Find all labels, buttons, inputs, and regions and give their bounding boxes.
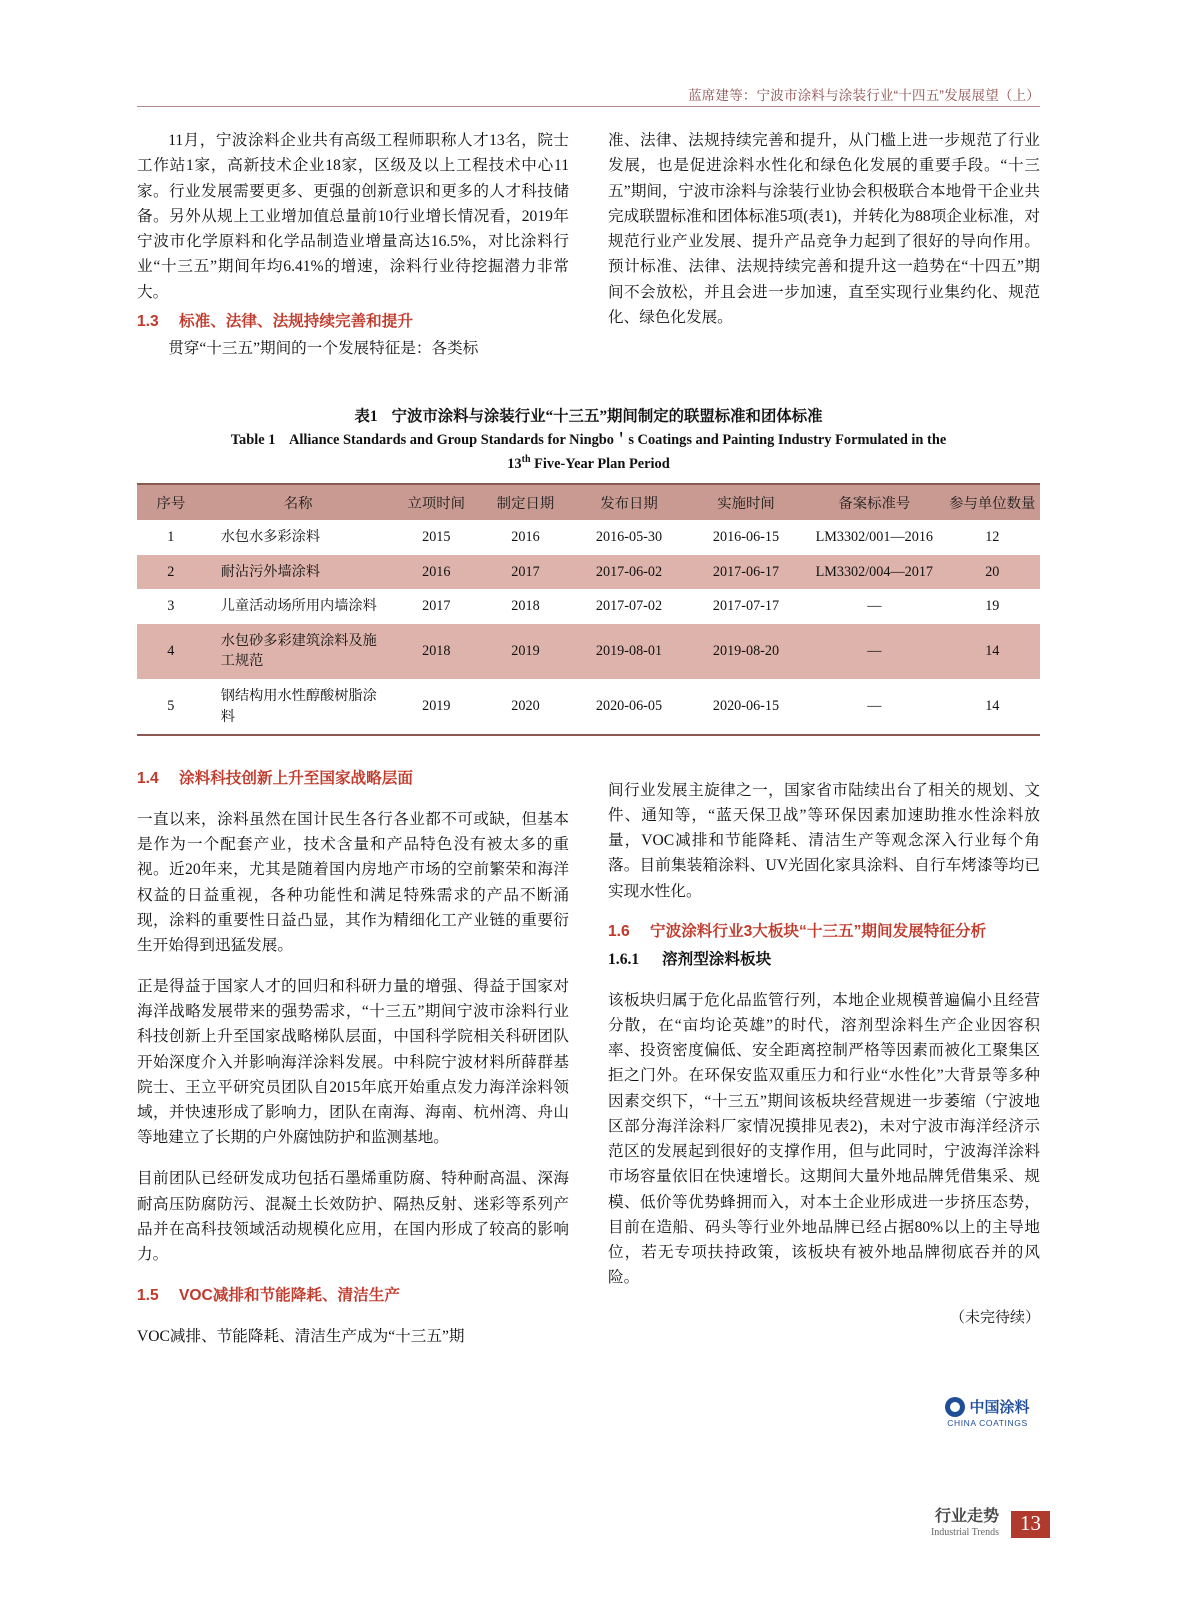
section-number: 1.4	[137, 770, 159, 787]
cell-effective-date: 2019-08-20	[688, 624, 804, 679]
publisher-logo	[935, 1396, 1040, 1428]
logo-text-en: CHINA COATINGS	[947, 1418, 1028, 1428]
running-header-text: 蓝席建等：宁波市涂料与涂装行业“十四五”发展展望（上）	[688, 88, 1040, 103]
section-number: 1.5	[137, 1286, 159, 1304]
cell-standard-no: —	[867, 698, 882, 715]
lower-right-column	[608, 762, 1040, 1330]
paragraph: 该板块归属于危化品监管行列，本地企业规模普遍偏小且经营分散，在“亩均论英雄”的时代，溶剂型涂料生产企业因容积率、投资密度偏低、安全距离控制严格等因素而被化工聚集区拒之门外。在环保安监双重压力和行业“水性化”大背景等多种因素交织下，“十三五”期间该板块经营规进一步萎缩（宁波地区部分海洋涂料厂家情况摸排见表2)，未对宁波市海洋经济示范区的发展起到很好的支撑作用，但与此同时，宁波海洋涂料市场容量依旧在快速增长。这期间大量外地品牌凭借集采、规模、低价等优势蜂拥而入，对本土企业形成进一步挤压态势，目前在造船、码头等行业外地品牌已经占据80%以上的主导地位，若无专项扶持政策，该板块有被外地品牌彻底吞并的风险。	[608, 991, 1040, 1287]
column-header-name: 名称	[205, 485, 392, 520]
running-header	[137, 84, 1040, 104]
paragraph: 准、法律、法规持续完善和提升，从门槛上进一步规范了行业发展，也是促进涂料水性化和绿色化发展的重要手段。“十三五”期间，宁波市涂料与涂装行业协会积极联合本地骨干企业共完成联盟标准和团体标准5项(表1)，并转化为88项企业标准，对规范行业产业发展、提升产品竞争力起到了很好的导向作用。预计标准、法律、法规持续完善和提升这一趋势在“十四五”期间不会放松，并且会进一步加速，直至实现行业集约化、规范化、绿色化发展。	[608, 132, 1040, 326]
column-header-no: 序号	[137, 485, 205, 520]
cell-draft-year: 2017	[481, 555, 570, 590]
continuation-note: （未完待续）	[949, 1310, 1040, 1327]
section-heading-1-6-1	[608, 947, 1040, 972]
cell-effective-date: 2017-07-17	[712, 598, 780, 615]
section-title: VOC减排和节能降耗、清洁生产	[179, 1286, 400, 1304]
column-header-units: 参与单位数量	[945, 485, 1040, 520]
table-title-en-line1: Alliance Standards and Group Standards for Ningbo＇s Coatings and Painting Industry Formulated in the	[289, 432, 947, 448]
footer-section-en: Industrial Trends	[930, 1526, 999, 1538]
cell-name: 耐沾污外墙涂料	[205, 555, 392, 590]
paragraph: VOC减排、节能降耗、清洁生产成为“十三五”期	[137, 1327, 465, 1345]
cell-no: 3	[167, 598, 175, 615]
table-1-block	[137, 404, 1040, 736]
cell-draft-year: 2018	[511, 598, 540, 615]
cell-standard-no: LM3302/001—2016	[815, 529, 934, 546]
page-number: 13	[1011, 1511, 1050, 1538]
cell-no: 2	[137, 555, 205, 590]
cell-standard-no: —	[804, 624, 945, 679]
table-title-en-sup: th	[521, 453, 531, 465]
cell-name: 儿童活动场所用内墙涂料	[220, 598, 377, 615]
cell-release-date: 2016-05-30	[595, 529, 663, 546]
section-heading-1-3	[137, 309, 569, 334]
section-title: 溶剂型涂料板块	[662, 950, 772, 968]
table-title-cn: 宁波市涂料与涂装行业“十三五”期间制定的联盟标准和团体标准	[391, 408, 823, 425]
column-header-release-date: 发布日期	[570, 485, 688, 520]
cell-units: 19	[985, 598, 1000, 615]
section-number: 1.6	[608, 923, 630, 941]
alliance-standards-table	[137, 485, 1040, 734]
footer-section-cn: 行业走势	[934, 1508, 999, 1526]
paragraph: 间行业发展主旋律之一，国家省市陆续出台了相关的规划、文件、通知等，“蓝天保卫战”等环保因素加速助推水性涂料放量，VOC减排和节能降耗、清洁生产等观念深入行业每个角落。目前集装箱涂料、UV光固化家具涂料、自行车烤漆等均已实现水性化。	[608, 781, 1040, 900]
cell-units: 20	[945, 555, 1040, 590]
lower-left-column	[137, 762, 569, 1365]
paragraph: 一直以来，涂料虽然在国计民生各行各业都不可或缺，但基本是作为一个配套产业，技术含量和产品特色没有被太多的重视。近20年来，尤其是随着国内房地产市场的空前繁荣和海洋权益的日益重视，各种功能性和满足特殊需求的产品不断涌现，涂料的重要性日益凸显，其作为精细化工产业链的重要衍生开始得到迅猛发展。	[137, 810, 569, 955]
header-divider	[137, 106, 1040, 107]
section-title: 涂料科技创新上升至国家战略层面	[179, 770, 413, 787]
cell-release-date: 2017-07-02	[595, 598, 663, 615]
column-header-start-year: 立项时间	[392, 485, 481, 520]
cell-start-year: 2015	[422, 529, 451, 546]
logo-text-cn: 中国涂料	[969, 1399, 1030, 1416]
paragraph: 正是得益于国家人才的回归和科研力量的增强、得益于国家对海洋战略发展带来的强势需求，“十三五”期间宁波市涂料行业科技创新上升至国家战略梯队层面，中国科学院相关科研团队开始深度介入并影响海洋涂料发展。中科院宁波材料所薛群基院士、王立平研究员团队自2015年底开始重点发力海洋涂料领域，并快速形成了影响力，团队在南海、海南、杭州湾、舟山等地建立了长期的户外腐蚀防护和监测基地。	[137, 977, 569, 1147]
section-heading-1-5	[137, 1283, 569, 1308]
section-heading-1-6	[608, 919, 1040, 944]
cell-start-year: 2019	[422, 698, 451, 715]
upper-left-column	[137, 128, 569, 361]
column-header-standard-no: 备案标准号	[804, 485, 945, 520]
table-label: 表1	[354, 408, 378, 425]
cell-release-date: 2017-06-02	[570, 555, 688, 590]
cell-units: 14	[985, 698, 1000, 715]
cell-standard-no: LM3302/004—2017	[804, 555, 945, 590]
paragraph: 11月，宁波涂料企业共有高级工程师职称人才13名，院士工作站1家，高新技术企业18家，区级及以上工程技术中心11家。行业发展需要更多、更强的创新意识和更多的人才科技储备。另外从规上工业增加值总量前10行业增长情况看，2019年宁波市化学原料和化学品制造业增量高达16.5%，对比涂料行业“十三五”期间年均6.41%的增速，涂料行业待挖掘潜力非常大。	[137, 132, 569, 301]
upper-right-column	[608, 128, 1040, 330]
cell-release-date: 2019-08-01	[570, 624, 688, 679]
cell-draft-year: 2019	[481, 624, 570, 679]
table-label-en: Table 1	[230, 432, 276, 448]
cell-no: 1	[167, 529, 175, 546]
cell-units: 12	[985, 529, 1000, 546]
table-row	[137, 520, 1040, 555]
table-caption-en	[137, 430, 1040, 475]
page-footer	[931, 1508, 1050, 1538]
cell-effective-date: 2020-06-15	[712, 698, 780, 715]
table-row	[137, 624, 1040, 679]
section-number: 1.6.1	[608, 950, 640, 968]
paragraph: 目前团队已经研发成功包括石墨烯重防腐、特种耐高温、深海耐高压防腐防污、混凝土长效防护、隔热反射、迷彩等系列产品并在高科技领域活动规模化应用，在国内形成了较高的影响力。	[137, 1170, 569, 1264]
table-row	[137, 679, 1040, 734]
cell-name: 钢结构用水性醇酸树脂涂料	[220, 687, 377, 725]
cell-draft-year: 2016	[511, 529, 540, 546]
table-row	[137, 589, 1040, 624]
cell-draft-year: 2020	[511, 698, 540, 715]
column-header-draft-year: 制定日期	[481, 485, 570, 520]
cell-units: 14	[945, 624, 1040, 679]
cell-release-date: 2020-06-05	[595, 698, 663, 715]
section-number: 1.3	[137, 312, 159, 330]
cell-start-year: 2018	[392, 624, 481, 679]
table-bottom-rule	[137, 734, 1040, 736]
cell-standard-no: —	[867, 598, 882, 615]
logo-mark-icon	[945, 1397, 965, 1417]
column-header-effective-date: 实施时间	[688, 485, 804, 520]
section-title: 宁波涂料行业3大板块“十三五”期间发展特征分析	[650, 923, 987, 941]
cell-name: 水包水多彩涂料	[220, 529, 321, 546]
cell-name: 水包砂多彩建筑涂料及施工规范	[205, 624, 392, 679]
table-header-row	[137, 485, 1040, 520]
table-title-en-line2-post: Five-Year Plan Period	[530, 455, 670, 472]
section-title: 标准、法律、法规持续完善和提升	[179, 312, 413, 330]
table-caption-cn	[137, 404, 1040, 426]
paragraph: 贯穿“十三五”期间的一个发展特征是：各类标	[168, 340, 479, 357]
section-heading-1-4	[137, 766, 569, 791]
cell-no: 5	[167, 698, 175, 715]
table-title-en-line2-pre: 13	[507, 455, 522, 472]
cell-start-year: 2016	[392, 555, 481, 590]
table-row	[137, 555, 1040, 590]
cell-effective-date: 2017-06-17	[688, 555, 804, 590]
cell-effective-date: 2016-06-15	[712, 529, 780, 546]
cell-start-year: 2017	[422, 598, 451, 615]
cell-no: 4	[137, 624, 205, 679]
